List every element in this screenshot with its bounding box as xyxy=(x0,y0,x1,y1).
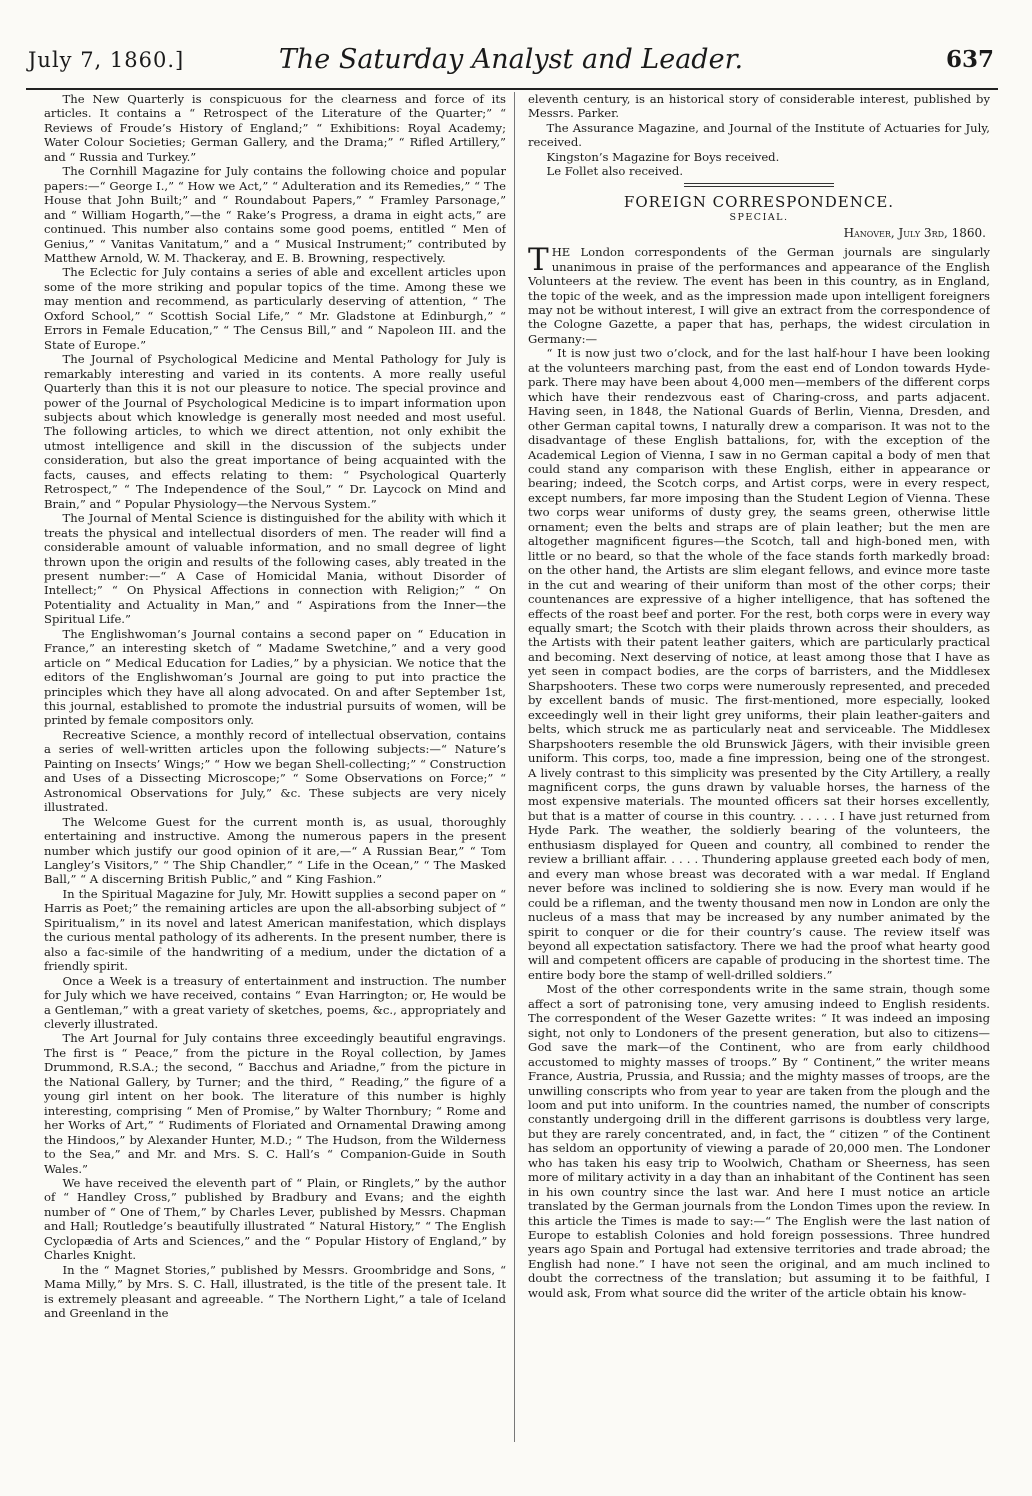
received-list xyxy=(528,121,990,179)
journal-title: The Saturday Analyst and Leader. xyxy=(278,44,744,75)
right-column xyxy=(528,92,990,1452)
paragraph: The Englishwoman’s Journal contains a second paper on “ Education in France,” an interesting sketch of “ Madame Swetchine,” and a very good article on “ Medical Education for Ladies,” by a physician. We notice that the editors of the Englishwoman’s Journal are going to put into practice the principles which they have all along advocated. On and after September 1st, this journal, established to promote the industrial pursuits of women, will be printed by female compositors only. xyxy=(44,626,506,728)
header-rule xyxy=(26,88,998,90)
section-title: FOREIGN CORRESPONDENCE. xyxy=(623,192,895,211)
continuation-paragraph: eleventh century, is an historical story of considerable interest, published by Messrs. Parker. xyxy=(528,92,990,121)
received-item: Kingston’s Magazine for Boys received. xyxy=(546,149,780,164)
paragraph: The Eclectic for July contains a series of able and excellent articles upon some of the more striking and popular topics of the time. Among these we may mention and recommend, as particularly deserving of attention, “ The Oxford School,” “ Scottish Social Life,” “ Mr. Gladstone at Edinburgh,” “ Errors in Female Education,” “ The Census Bill,” and “ Napoleon III. and the State of Europe.” xyxy=(44,265,506,352)
first-paragraph xyxy=(528,242,990,346)
paragraph: We have received the eleventh part of “ Plain, or Ringlets,” by the author of “ Handley Cross,” published by Bradbury and Evans; and the eighth number of “ One of Them,” by Charles Lever, published by Messrs. Chapman and Hall; Routledge’s beautifully illustrated “ Natural History,” “ The English Cyclopædia of Arts and Sciences,” and the “ Popular History of England,” by Charles Knight. xyxy=(44,1175,506,1263)
section-subtitle: SPECIAL. xyxy=(729,212,789,224)
received-item: The Assurance Magazine, and Journal of the Institute of Actuaries for July, received. xyxy=(528,120,990,150)
paragraph: In the Spiritual Magazine for July, Mr. Howitt supplies a second paper on “ Harris as Poet;” the remaining articles are upon the all-absorbing subject of “ Spiritualism,” in its novel and latest American manifestation, which displays the curious mental pathology of its adherents. In the present number, there is also a fac-simile of the handwriting of a medium, under the dictation of a friendly spirit. xyxy=(44,886,506,974)
page-header xyxy=(28,44,994,88)
paragraph: The Welcome Guest for the current month is, as usual, thoroughly entertaining and instructive. Among the numerous papers in the present number which justify our good opinion of it are,—“ A Russian Bear,” “ Tom Langley’s Visitors,” “ The Ship Chandler,” “ Life in the Ocean,” “ The Masked Ball,” “ A discerning British Public,” and “ King Fashion.” xyxy=(44,814,506,887)
paragraph: “ It is now just two o’clock, and for the last half-hour I have been looking at the volunteers marching past, from the east end of London towards Hyde-park. There may have been about 4,000 men—members of the different corps which have their rendezvous east of Charing-cross, and parts adjacent. Having seen, in 1848, the National Guards of Berlin, Vienna, Dresden, and other German capital towns, I naturally drew a comparison. It was not to the disadvantage of these English battalions, for, with the exception of the Academical Legion of Vienna, I saw in no German capital a body of men that could stand any comparison with these English, either in appearance or bearing; indeed, the Scotch corps, and Artist corps, were in every respect, except numbers, far more imposing than the Student Legion of Vienna. These two corps wear uniforms of dusty grey, the seams green, otherwise little ornament; even the belts and straps are of plain leather; but the men are altogether magnificent figures—the Scotch, tall and high-boned men, with little or no beard, so that the whole of the face stands forth markedly broad: on the other hand, the Artists are slim elegant fellows, and evince more taste in the cut and wearing of their uniform than most of the other corps; their countenances are expressive of a higher intelligence, that has softened the effects of the roast beef and porter. For the rest, both corps were in every way equally smart; the Scotch with their plaids thrown across their shoulders, as the Artists with their patent leather gaiters, which are particularly practical and becoming. Next deserving of notice, at least among those that I have as yet seen in compact bodies, are the corps of barristers, and the Middlesex Sharpshooters. These two corps were numerously represented, and preceded by excellent bands of music. The first-mentioned, more especially, looked exceedingly well in their light grey uniforms, their plain leather-gaiters and belts, which struck me as particularly neat and serviceable. The Middlesex Sharpshooters resemble the old Brunswick Jägers, with their invisible green uniform. This corps, too, made a fine impression, being one of the strongest. A lively contrast to this simplicity was presented by the City Artillery, a really magnificent corps, the guns drawn by valuable horses, the harness of the most expensive materials. The mounted officers sat their horses excellently, but that is a matter of course in this country. . . . . . I have just returned from Hyde Park. The weather, the soldierly bearing of the volunteers, the enthusiasm displayed for Queen and country, all combined to render the review a brilliant affair. . . . . Thundering applause greeted each body of men, and every man whose breast was decorated with a war medal. If England never before was inclined to soldiering she is now. Every man would if he could be a rifleman, and the twenty thousand men now in London are only the nucleus of a mass that may be increased by any number animated by the spirit to conquer or die for their country’s cause. The review itself was beyond all expectation satisfactory. There we had the proof what hearty good will and competent officers are capable of producing in the shortest time. The entire body bore the stamp of well-drilled soldiers.” xyxy=(528,346,990,982)
paragraph: The Art Journal for July contains three exceedingly beautiful engravings. The first is “ Peace,” from the picture in the Royal collection, by James Drummond, R.S.A.; the second, “ Bacchus and Ariadne,” from the picture in the National Gallery, by Turner; and the third, “ Reading,” the figure of a young girl intent on her book. The literature of this number is highly interesting, comprising “ Men of Promise,” by Walter Thornbury; “ Rome and her Works of Art,” “ Rudiments of Floriated and Ornamental Drawing among the Hindoos,” by Alexander Hunter, M.D.; “ The Hudson, from the Wilderness to the Sea,” and Mr. and Mrs. S. C. Hall’s “ Companion-Guide in South Wales.” xyxy=(44,1031,506,1176)
paragraph: The New Quarterly is conspicuous for the clearness and force of its articles. It contains a “ Retrospect of the Literature of the Quarter;” “ Reviews of Froude’s History of England;” “ Exhibitions: Royal Academy; Water Colour Societies; German Gallery, and the Drama;” “ Rifled Artillery,” and “ Russia and Turkey.” xyxy=(44,92,506,164)
paragraph: The Journal of Psychological Medicine and Mental Pathology for July is remarkably interesting and varied in its contents. A more really useful Quarterly than this it is not our pleasure to notice. The special province and power of the Journal of Psychological Medicine is to impart information upon subjects about which knowledge is generally most needed and most useful. The following articles, to which we direct attention, not only exhibit the utmost intelligence and skill in the discussion of the subjects under consideration, but also the great importance of being acquainted with the facts, causes, and effects relating to them: “ Psychological Quarterly Retrospect,” “ The Independence of the Soul,” “ Dr. Laycock on Mind and Brain,” and “ Popular Physiology—the Nervous System.” xyxy=(44,352,506,511)
column-divider xyxy=(514,92,515,1442)
drop-cap: T xyxy=(528,242,549,279)
section-rule xyxy=(684,183,834,187)
paragraph: In the “ Magnet Stories,” published by Messrs. Groombridge and Sons, “ Mama Milly,” by Mrs. S. C. Hall, illustrated, is the title of the present tale. It is extremely pleasant and agreeable. “ The Northern Light,” a tale of Iceland and Greenland in the xyxy=(44,1262,506,1321)
page-number: 637 xyxy=(945,46,994,73)
issue-date: July 7, 1860.] xyxy=(28,48,185,72)
first-paragraph-text: HE London correspondents of the German journals are singularly unanimous in praise of the performances and appearance of the English Volunteers at the review. The event has been in this country, as in England, the topic of the week, and as the impression made upon intelligent foreigners may not be without interest, I will give an extract from the correspondence of the Cologne Gazette, a paper that has, perhaps, the widest circulation in Germany:— xyxy=(528,245,990,346)
received-item: Le Follet also received. xyxy=(546,164,684,179)
paragraph: The Journal of Mental Science is distinguished for the ability with which it treats the physical and intellectual disorders of men. The reader will find a considerable amount of valuable information, and no small degree of light thrown upon the origin and results of the following cases, ably treated in the present number:—“ A Case of Homicidal Mania, without Disorder of Intellect;” “ On Physical Affections in connection with Religion;” “ On Potentiality and Actuality in Man,” and “ Aspirations from the Inner—the Spiritual Life.” xyxy=(44,511,506,627)
paragraph: Once a Week is a treasury of entertainment and instruction. The number for July which we have received, contains “ Evan Harrington; or, He would be a Gentleman,” with a great variety of sketches, poems, &c., appropriately and cleverly illustrated. xyxy=(44,973,506,1031)
paragraph: Recreative Science, a monthly record of intellectual observation, contains a series of well-written articles upon the following subjects:—“ Nature’s Painting on Insects’ Wings;” “ How we began Shell-collecting;” “ Construction and Uses of a Dissecting Microscope;” “ Some Observations on Force;” “ Astronomical Observations for July,” &c. These subjects are very nicely illustrated. xyxy=(44,727,506,815)
paragraph: The Cornhill Magazine for July contains the following choice and popular papers:—“ George I.,” “ How we Act,” “ Adulteration and its Remedies,” “ The House that John Built;” and “ Roundabout Papers,” “ Framley Parsonage,” and “ William Hogarth,”—the “ Rake’s Progress, a drama in eight acts,” are continued. This number also contains some good poems, entitled “ Men of Genius,” “ Vanitas Vanitatum,” and a “ Musical Instrument;” contributed by Matthew Arnold, W. M. Thackeray, and E. B. Browning, respectively. xyxy=(44,164,506,265)
left-column xyxy=(44,92,506,1452)
paragraph: Most of the other correspondents write in the same strain, though some affect a sort of patronising tone, very amusing indeed to English residents. The correspondent of the Weser Gazette writes: “ It was indeed an imposing sight, not only to Londoners of the present generation, but also to citizens—God save the mark—of the Continent, who are from early childhood accustomed to mighty masses of troops.” By “ Continent,” the writer means France, Austria, Prussia, and Russia; and the mighty masses of troops, are the unwilling conscripts who from year to year are taken from the plough and the loom and put into uniform. In the countries named, the number of conscripts constantly undergoing drill in the different garrisons is doubtless very large, but they are rarely concentrated, and, in fact, the “ citizen ” of the Continent has seldom an opportunity of viewing a parade of 20,000 men. The Londoner who has taken his easy trip to Woolwich, Chatham or Sheerness, has seen more of military activity in a day than an inhabitant of the Continent has seen in his own country since the last war. And here I must notice an article translated by the German journals from the London Times upon the review. In this article the Times is made to say:—“ The English were the last nation of Europe to establish Colonies and hold foreign possessions. Three hundred years ago Spain and Portugal had extensive territories and trade abroad; the English had none.” I have not seen the original, and am much inclined to doubt the correctness of the translation; but assuming it to be faithful, I would ask, From what source did the writer of the article obtain his know- xyxy=(528,982,990,1300)
dateline: Hanover, July 3rd, 1860. xyxy=(843,226,986,241)
